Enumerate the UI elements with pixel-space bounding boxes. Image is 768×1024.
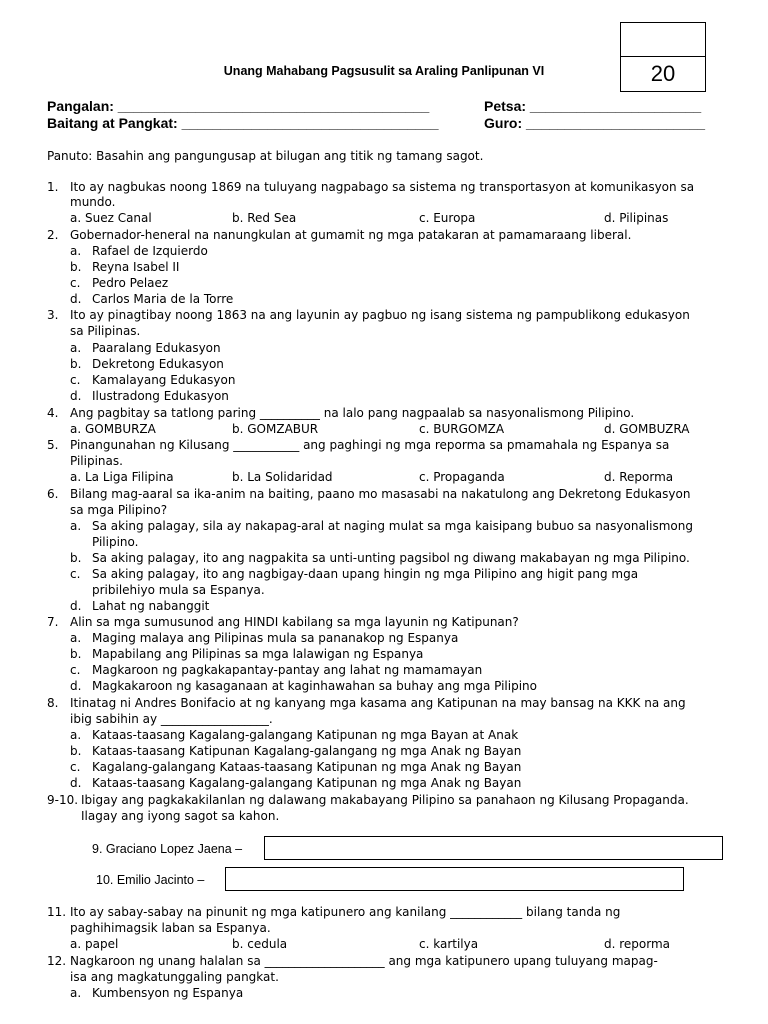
choice-b: b. GOMZABUR — [232, 422, 319, 436]
choice-a: a. — [70, 986, 82, 1000]
answer-10-label: 10. Emilio Jacinto – — [96, 873, 205, 887]
choice-d-text: Carlos Maria de la Torre — [92, 292, 234, 306]
question-text: Gobernador-heneral na nanungkulan at gumamit ng mga patakaran at pamamaraang liberal. — [70, 228, 632, 242]
choice-b: b. — [70, 260, 82, 274]
choice-a: a. papel — [70, 937, 119, 951]
page-title: Unang Mahabang Pagsusulit sa Araling Panlipunan VI — [223, 64, 545, 78]
question-text: Alin sa mga sumusunod ang HINDI kabilang sa mga layunin ng Katipunan? — [70, 615, 519, 629]
question-text: isa ang magkatunggaling pangkat. — [70, 970, 279, 984]
choice-d-text: Ilustradong Edukasyon — [92, 389, 229, 403]
choice-c-text: Magkaroon ng pagkakapantay-pantay ang lahat ng mamamayan — [92, 663, 483, 677]
question-number: 12. — [47, 954, 67, 968]
choice-d-text: Kataas-taasang Kagalang-galangang Katipunan ng mga Anak ng Bayan — [92, 776, 522, 790]
choice-b: b. — [70, 357, 82, 371]
question-text: Pilipinas. — [70, 454, 123, 468]
choice-d: d. Reporma — [604, 470, 674, 484]
question-number: 2. — [47, 228, 59, 242]
score-box — [620, 22, 706, 92]
choice-c-text: Pedro Pelaez — [92, 276, 169, 290]
question-number: 5. — [47, 438, 59, 452]
grade-section-field-label: Baitang at Pangkat: _________________________________ — [47, 115, 439, 131]
question-text: Ibigay ang pagkakakilanlan ng dalawang makabayang Pilipino sa panahaon ng Kilusang Propaganda. — [81, 793, 689, 807]
name-field-label: Pangalan: ________________________________________ — [47, 98, 430, 114]
choice-a-text: Sa aking palagay, sila ay nakapag-aral at naging mulat sa mga kaisipang bubuo sa nasyonalismong — [92, 519, 693, 533]
question-number: 3. — [47, 308, 59, 322]
question-number: 9-10. — [47, 793, 79, 807]
question-text: Ang pagbitay sa tatlong paring __________ na lalo pang nagpaalab sa nasyonalismong Pilipino. — [70, 406, 635, 420]
choice-a-text: Pilipino. — [92, 535, 139, 549]
question-number: 7. — [47, 615, 59, 629]
choice-c: c. — [70, 567, 81, 581]
choice-d: d. Pilipinas — [604, 211, 669, 225]
choice-d: d. — [70, 679, 82, 693]
question-text: mundo. — [70, 195, 116, 209]
question-text: Pinangunahan ng Kilusang ___________ ang paghingi ng mga reporma sa pmamahala ng Espanya sa — [70, 438, 670, 452]
choice-a: a. La Liga Filipina — [70, 470, 174, 484]
choice-b-text: Reyna Isabel II — [92, 260, 180, 274]
choice-a-text: Maging malaya ang Pilipinas mula sa pananakop ng Espanya — [92, 631, 459, 645]
choice-d-text: Lahat ng nabanggit — [92, 599, 210, 613]
choice-d: d. — [70, 776, 82, 790]
choice-a-text: Paaralang Edukasyon — [92, 341, 221, 355]
choice-c-text: Kagalang-galangang Kataas-taasang Katipunan ng mga Anak ng Bayan — [92, 760, 522, 774]
question-text: sa mga Pilipino? — [70, 503, 168, 517]
question-text: Nagkaroon ng unang halalan sa ____________________ ang mga katipunero upang tuluyang mapag- — [70, 954, 658, 968]
answer-9-box[interactable] — [264, 836, 723, 860]
choice-d: d. reporma — [604, 937, 671, 951]
choice-b: b. Red Sea — [232, 211, 297, 225]
choice-c: c. Europa — [419, 211, 476, 225]
total-score: 20 — [650, 61, 676, 86]
question-text: Ito ay sabay-sabay na pinunit ng mga katipunero ang kanilang ____________ bilang tanda ng — [70, 905, 621, 919]
question-number: 6. — [47, 487, 59, 501]
choice-a: a. — [70, 244, 82, 258]
choice-b: b. — [70, 647, 82, 661]
choice-a: a. GOMBURZA — [70, 422, 156, 436]
choice-b: b. cedula — [232, 937, 288, 951]
choice-c: c. kartilya — [419, 937, 479, 951]
question-number: 4. — [47, 406, 59, 420]
choice-b-text: Mapabilang ang Pilipinas sa mga lalawigan ng Espanya — [92, 647, 424, 661]
choice-b: b. — [70, 551, 82, 565]
choice-c-text: Kamalayang Edukasyon — [92, 373, 236, 387]
score-box-blank — [621, 23, 705, 57]
question-text: ibig sabihin ay __________________. — [70, 712, 273, 726]
question-text: Ito ay nagbukas noong 1869 na tuluyang nagpabago sa sistema ng transportasyon at komunikasyon sa — [70, 180, 695, 194]
choice-b-text: Kataas-taasang Katipunan Kagalang-galangang ng mga Anak ng Bayan — [92, 744, 522, 758]
question-text: Ito ay pinagtibay noong 1863 na ang layunin ay pagbuo ng isang sistema ng pampublikong edukasyon — [70, 308, 690, 322]
choice-a-text: Kumbensyon ng Espanya — [92, 986, 244, 1000]
choice-a-text: Kataas-taasang Kagalang-galangang Katipunan ng mga Bayan at Anak — [92, 728, 519, 742]
choice-b: b. — [70, 744, 82, 758]
choice-c-text: Sa aking palagay, ito ang nagbigay-daan upang hingin ng mga Pilipino ang higit pang mga — [92, 567, 639, 581]
date-field-label: Petsa: ______________________ — [484, 98, 702, 114]
choice-c: c. — [70, 276, 81, 290]
choice-c: c. — [70, 373, 81, 387]
question-text: Bilang mag-aaral sa ika-anim na baiting, paano mo masasabi na nakatulong ang Dekretong Edukasyon — [70, 487, 691, 501]
teacher-field-label: Guro: _______________________ — [484, 115, 706, 131]
answer-10-box[interactable] — [225, 867, 684, 891]
question-text: Itinatag ni Andres Bonifacio at ng kanyang mga kasama ang Katipunan na may bansag na KKK na ang — [70, 696, 686, 710]
choice-d: d. — [70, 389, 82, 403]
question-text: Ilagay ang iyong sagot sa kahon. — [81, 809, 280, 823]
choice-d: d. GOMBUZRA — [604, 422, 690, 436]
question-text: sa Pilipinas. — [70, 324, 141, 338]
choice-b-text: Dekretong Edukasyon — [92, 357, 224, 371]
choice-c: c. — [70, 663, 81, 677]
instructions: Panuto: Basahin ang pangungusap at bilugan ang titik ng tamang sagot. — [47, 149, 484, 163]
answer-9-label: 9. Graciano Lopez Jaena – — [92, 842, 243, 856]
choice-a-text: Rafael de Izquierdo — [92, 244, 208, 258]
choice-d-text: Magkakaroon ng kasaganaan at kaginhawahan sa buhay ang mga Pilipino — [92, 679, 538, 693]
choice-c: c. — [70, 760, 81, 774]
choice-a: a. — [70, 341, 82, 355]
choice-d: d. — [70, 292, 82, 306]
choice-a: a. Suez Canal — [70, 211, 152, 225]
choice-c-text: pribilehiyo mula sa Espanya. — [92, 583, 265, 597]
choice-b-text: Sa aking palagay, ito ang nagpakita sa unti-unting pagsibol ng diwang makabayan ng mga Pilipino. — [92, 551, 690, 565]
question-number: 8. — [47, 696, 59, 710]
choice-b: b. La Solidaridad — [232, 470, 333, 484]
question-number: 11. — [47, 905, 67, 919]
question-number: 1. — [47, 180, 59, 194]
choice-a: a. — [70, 728, 82, 742]
question-text: paghihimagsik laban sa Espanya. — [70, 921, 271, 935]
choice-c: c. BURGOMZA — [419, 422, 505, 436]
choice-a: a. — [70, 631, 82, 645]
choice-a: a. — [70, 519, 82, 533]
choice-d: d. — [70, 599, 82, 613]
choice-c: c. Propaganda — [419, 470, 505, 484]
